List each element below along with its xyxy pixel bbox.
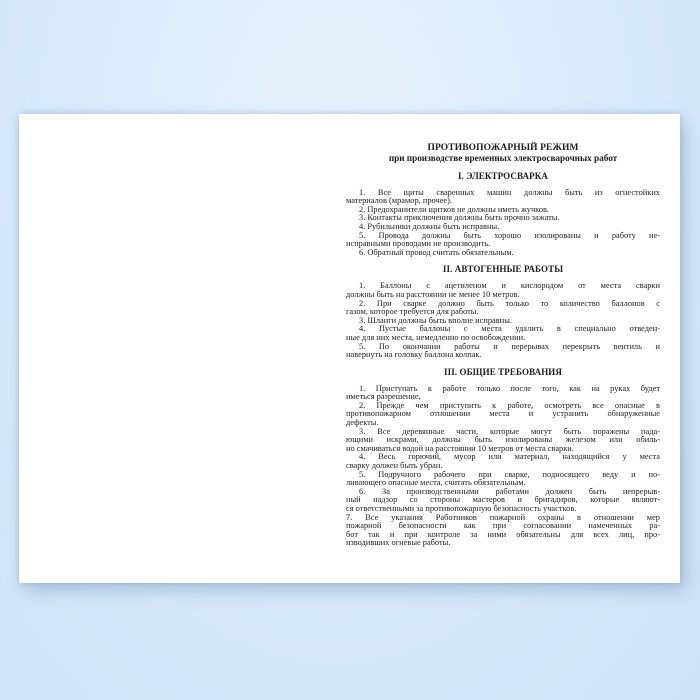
doc-line: должны быть на расстоянии не менее 10 метров. bbox=[346, 289, 520, 299]
doc-line: 1. Приступать к работе только после того, как на руках будет bbox=[359, 383, 660, 393]
doc-line: изводивших огневые работы. bbox=[346, 538, 451, 548]
doc-line: 3. Контакты приключения должны быть прочно зажаты. bbox=[359, 213, 560, 223]
doc-line: навернуть на головку баллона колпак. bbox=[346, 350, 482, 360]
doc-line: 3. Шланги должны быть вполне исправны. bbox=[359, 315, 512, 325]
doc-line: 4. Пустые баллоны с места удалить в специально отведен- bbox=[359, 324, 660, 334]
doc-line: иметься разрешение, bbox=[346, 392, 421, 402]
doc-line: 6. За производственными работами должен быть непрерыв- bbox=[359, 486, 660, 496]
doc-line: ся ответственными за противопожарную безопасность участков. bbox=[346, 504, 577, 513]
doc-line: материалов (мрамор, прочее). bbox=[346, 196, 453, 206]
doc-line: 3. Все деревянные части, которые могут быть поражены пада- bbox=[359, 426, 660, 436]
document-text-column bbox=[346, 144, 660, 548]
doc-line: 4. Весь горючий, мусор или материал, находящийся у места bbox=[359, 452, 660, 462]
doc-sections bbox=[346, 172, 660, 548]
doc-line: но смачиваться водой на расстоянии 10 метров от места сварки. bbox=[346, 443, 574, 453]
doc-line: бот так и при контроле за ними обязательны для всех лиц, про- bbox=[346, 529, 660, 539]
doc-line: исправными проводами не производить. bbox=[346, 239, 491, 249]
doc-line: 4. Рубильники должны быть исправны. bbox=[359, 221, 500, 231]
doc-line: ливающего опасные места, считать обязательным. bbox=[346, 478, 526, 488]
doc-line: противопожарном отношении места и устранить обнаруженные bbox=[346, 409, 660, 419]
doc-line: пожарной безопасности как при согласовании намеченных ра- bbox=[346, 521, 660, 531]
doc-line: ющими искрами, должны быть изолированы железом или обиль- bbox=[346, 435, 660, 445]
doc-line: 6. Обратный провод считать обязательным. bbox=[359, 247, 514, 257]
doc-line: 2. При сварке должно быть только то количество баллонов с bbox=[359, 298, 660, 308]
doc-line: 5. По окончании работы и перерывах перекрыть вентиль и bbox=[359, 341, 660, 351]
section-heading: II. АВТОГЕННЫЕ РАБОТЫ bbox=[442, 264, 564, 275]
document-title: ПРОТИВОПОЖАРНЫЙ РЕЖИМ bbox=[427, 143, 579, 153]
doc-line: ные для них места, немедленно по освобождении. bbox=[346, 332, 526, 342]
doc-line: 2. Прежде чем приступить к работе, осмотреть все опасные в bbox=[359, 400, 660, 410]
doc-line: сварку должен быть убран. bbox=[346, 461, 443, 471]
doc-line: 1. Все щиты сваренных машин должны быть из огнестойких bbox=[359, 187, 660, 197]
doc-line: ный надзор со стороны мастеров и бригадиров, которые являют- bbox=[346, 495, 660, 505]
section-heading: I. ЭЛЕКТРОСВАРКА bbox=[458, 170, 548, 181]
doc-line: 7. Все указания Работников пожарной охраны в отношении мер bbox=[346, 512, 660, 522]
document-sheet bbox=[19, 114, 680, 583]
document-subtitle: при производстве временных электросварочных работ bbox=[388, 152, 618, 163]
doc-line: газом, которое требуется для работы. bbox=[346, 307, 479, 317]
doc-line: 2. Предохранители щитков не должны иметь жучков. bbox=[359, 204, 550, 214]
doc-line: 5. Провода должны быть хорошо изолированы и работу не- bbox=[359, 230, 660, 240]
doc-line: дефекты. bbox=[346, 418, 379, 428]
doc-line: 5. Подручного рабочего при сварке, подносящего веду и по- bbox=[359, 469, 660, 479]
section-heading: III. ОБЩИЕ ТРЕБОВАНИЯ bbox=[443, 366, 563, 377]
doc-line: 1. Баллоны с ацетиленом и кислородом от места сварки bbox=[359, 281, 660, 291]
